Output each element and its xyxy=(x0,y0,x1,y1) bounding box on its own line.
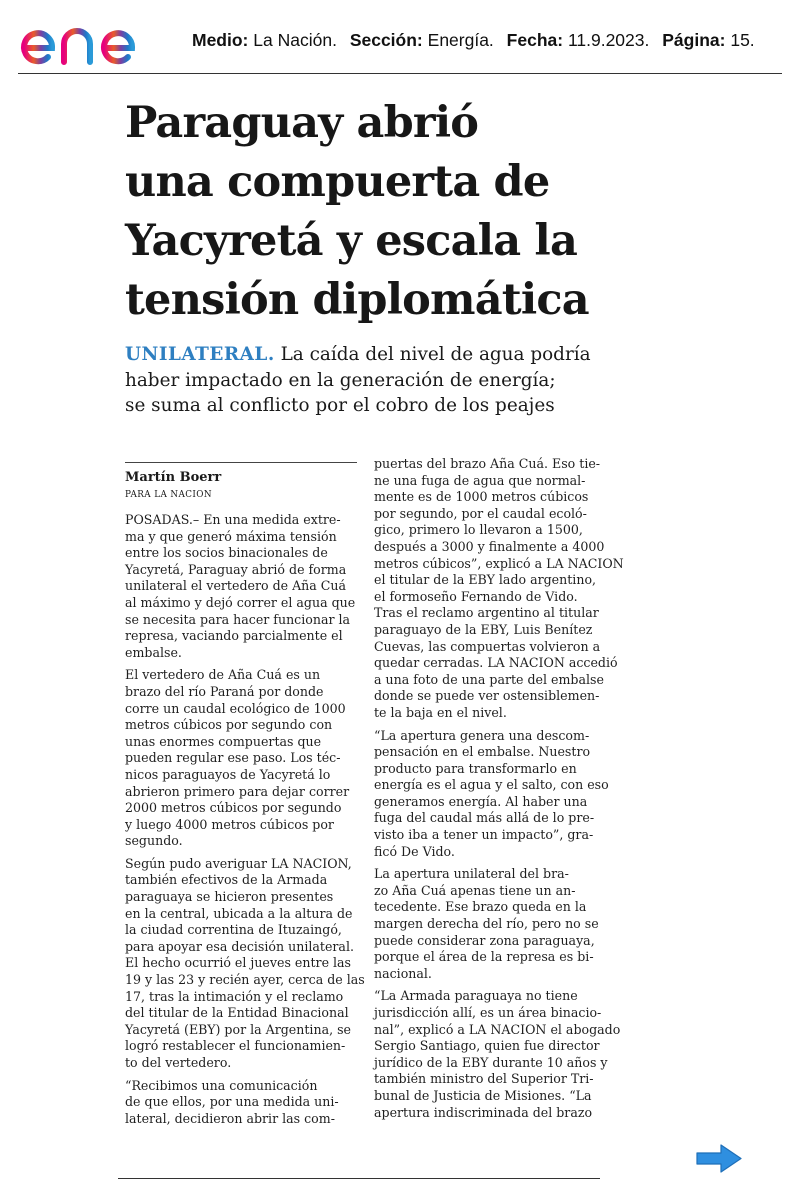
article-text-line: La apertura unilateral del bra- xyxy=(374,866,569,882)
article-text-line: la ciudad correntina de Ituzaingó, xyxy=(125,922,342,938)
fecha-value: 11.9.2023. xyxy=(567,30,650,50)
article-text-line: a una foto de una parte del embalse xyxy=(374,671,604,687)
article-text-line: puede considerar zona paraguaya, xyxy=(374,932,595,948)
article-text-line: zo Aña Cuá apenas tiene un an- xyxy=(374,882,576,898)
article-text-line: y luego 4000 metros cúbicos por xyxy=(125,816,334,832)
article-text-line: abrieron primero para dejar correr xyxy=(125,783,350,799)
article-text-line: metros cúbicos”, explicó a LA NACION xyxy=(374,555,624,571)
arrow-right-icon[interactable] xyxy=(694,1142,744,1175)
article-text-line: POSADAS.– En una medida extre- xyxy=(125,512,341,527)
article-text-line: paraguaya se hicieron presentes xyxy=(125,889,334,905)
enel-logo xyxy=(18,6,180,68)
article-text-line: jurisdicción allí, es un área binacio- xyxy=(374,1005,602,1020)
article-text-line: embalse. xyxy=(125,644,182,660)
headline-line: tensión diplomática xyxy=(125,275,589,325)
article-text-line: nal”, explicó a LA NACION el abogado xyxy=(374,1021,621,1037)
footer-divider xyxy=(118,1178,600,1179)
article-text-line: margen derecha del río, pero no se xyxy=(374,916,599,932)
headline-line: una compuerta de xyxy=(125,157,550,207)
article-text-line: to del vertedero. xyxy=(125,1055,232,1070)
article-headline xyxy=(125,94,645,330)
article-text-line: Yacyretá, Paraguay abrió de forma xyxy=(125,561,347,577)
article-column-2 xyxy=(374,456,624,1121)
deck-line: se suma al conflicto por el cobro de los peajes xyxy=(125,395,555,416)
article-text-line: “La apertura genera una descom- xyxy=(374,727,590,743)
article-text-line: 19 y las 23 y recién ayer, cerca de las xyxy=(125,972,365,988)
article-deck xyxy=(125,342,625,419)
article-text-line: 17, tras la intimación y el reclamo xyxy=(125,988,344,1004)
article-text-line: “Recibimos una comunicación xyxy=(125,1077,318,1093)
article-text-line: fuga del caudal más allá de lo pre- xyxy=(374,810,595,826)
article-text-line: producto para transformarlo en xyxy=(374,760,577,776)
deck-line: haber impactado en la generación de energía; xyxy=(125,369,556,391)
article-text-line: unas enormes compuertas que xyxy=(125,733,322,749)
pagina-value: 15. xyxy=(730,30,755,50)
article-text-line: bunal de Justicia de Misiones. “La xyxy=(374,1087,592,1103)
article-text-line: apertura indiscriminada del brazo xyxy=(374,1104,593,1120)
press-clipping-metadata xyxy=(192,30,755,51)
seccion-value: Energía. xyxy=(427,30,494,50)
article-text-line: brazo del río Paraná por donde xyxy=(125,683,324,699)
article-text-line: tecedente. Ese brazo queda en la xyxy=(374,899,587,915)
article-text-line: también efectivos de la Armada xyxy=(125,872,328,888)
article-text-line: entre los socios binacionales de xyxy=(125,545,328,561)
article-text-line: nacional. xyxy=(374,965,432,981)
article-text-line: ficó De Vido. xyxy=(374,843,455,859)
deck-kicker: UNILATERAL. xyxy=(125,344,275,365)
article-text-line: Cuevas, las compuertas volvieron a xyxy=(374,638,601,654)
article-text-line: por segundo, por el caudal ecoló- xyxy=(374,505,587,521)
article-text-line: del titular de la Entidad Binacional xyxy=(125,1005,349,1021)
pagina-label: Página: xyxy=(662,30,726,50)
article-text-line: El hecho ocurrió el jueves entre las xyxy=(125,955,352,971)
article-text-line: Sergio Santiago, quien fue director xyxy=(374,1038,600,1054)
deck-line xyxy=(125,342,625,368)
article-text-line: corre un caudal ecológico de 1000 xyxy=(125,700,346,716)
fecha-label: Fecha: xyxy=(506,30,564,50)
article-text-line: logró restablecer el funcionamien- xyxy=(125,1038,346,1054)
article-text-line: el titular de la EBY lado argentino, xyxy=(374,572,597,588)
article-text-line: jurídico de la EBY durante 10 años y xyxy=(374,1054,608,1070)
article-text-line: al máximo y dejó correr el agua que xyxy=(125,594,356,610)
article-text-line: ma y que generó máxima tensión xyxy=(125,528,337,544)
article-text-line: 2000 metros cúbicos por segundo xyxy=(125,800,342,816)
article-text-line: el formoseño Fernando de Vido. xyxy=(374,588,578,604)
byline-divider xyxy=(125,462,357,463)
article-text-line: de que ellos, por una medida uni- xyxy=(125,1094,339,1110)
medio-label: Medio: xyxy=(192,30,249,50)
author-name: Martín Boerr xyxy=(125,470,222,485)
article-text-line: pensación en el embalse. Nuestro xyxy=(374,744,591,760)
article-text-line: generamos energía. Al haber una xyxy=(374,793,588,809)
article-text-line: Tras el reclamo argentino al titular xyxy=(374,605,599,621)
article-text-line: después a 3000 y finalmente a 4000 xyxy=(374,538,605,554)
article-text-line: puertas del brazo Aña Cuá. Eso tie- xyxy=(374,456,601,471)
article-text-line: represa, vaciando parcialmente el xyxy=(125,628,343,644)
article-text-line: Yacyretá (EBY) por la Argentina, se xyxy=(125,1021,352,1037)
article-text-line: te la baja en el nivel. xyxy=(374,704,507,720)
seccion-label: Sección: xyxy=(349,30,423,50)
article-text-line: en la central, ubicada a la altura de xyxy=(125,905,353,921)
author-outlet: PARA LA NACION xyxy=(125,490,212,500)
article-text-line: unilateral el vertedero de Aña Cuá xyxy=(125,578,347,594)
article-text-line: para apoyar esa decisión unilateral. xyxy=(125,938,354,954)
article-text-line: “La Armada paraguaya no tiene xyxy=(374,988,578,1004)
article-text-line: porque el área de la represa es bi- xyxy=(374,949,594,965)
article-text-line: energía es el agua y el salto, con eso xyxy=(374,777,609,793)
article-text-line: El vertedero de Aña Cuá es un xyxy=(125,667,321,683)
headline-line: Paraguay abrió xyxy=(125,98,479,148)
deck-line-text: La caída del nivel de agua podría xyxy=(274,344,591,365)
article-text-line: lateral, decidieron abrir las com- xyxy=(125,1110,335,1126)
article-text-line: quedar cerradas. LA NACION accedió xyxy=(374,655,618,671)
article-text-line: donde se puede ver ostensiblemen- xyxy=(374,688,600,704)
article-text-line: se necesita para hacer funcionar la xyxy=(125,611,351,627)
article-column-1 xyxy=(125,512,365,1127)
article-text-line: gico, primero lo llevaron a 1500, xyxy=(374,522,583,538)
medio-value: La Nación. xyxy=(253,30,337,50)
article-text-line: también ministro del Superior Tri- xyxy=(374,1071,594,1087)
article-text-line: visto iba a tener un impacto”, gra- xyxy=(374,827,594,843)
article-text-line: Según pudo averiguar LA NACION, xyxy=(125,855,352,871)
article-text-line: pueden regular ese paso. Los téc- xyxy=(125,750,341,766)
article-text-line: mente es de 1000 metros cúbicos xyxy=(374,489,589,505)
header-divider xyxy=(18,73,782,74)
article-text-line: ne una fuga de agua que normal- xyxy=(374,472,586,488)
headline-line: Yacyretá y escala la xyxy=(125,216,578,266)
article-text-line: segundo. xyxy=(125,833,183,849)
article-text-line: nicos paraguayos de Yacyretá lo xyxy=(125,766,331,782)
article-text-line: metros cúbicos por segundo con xyxy=(125,717,333,733)
article-text-line: paraguayo de la EBY, Luis Benítez xyxy=(374,621,593,637)
